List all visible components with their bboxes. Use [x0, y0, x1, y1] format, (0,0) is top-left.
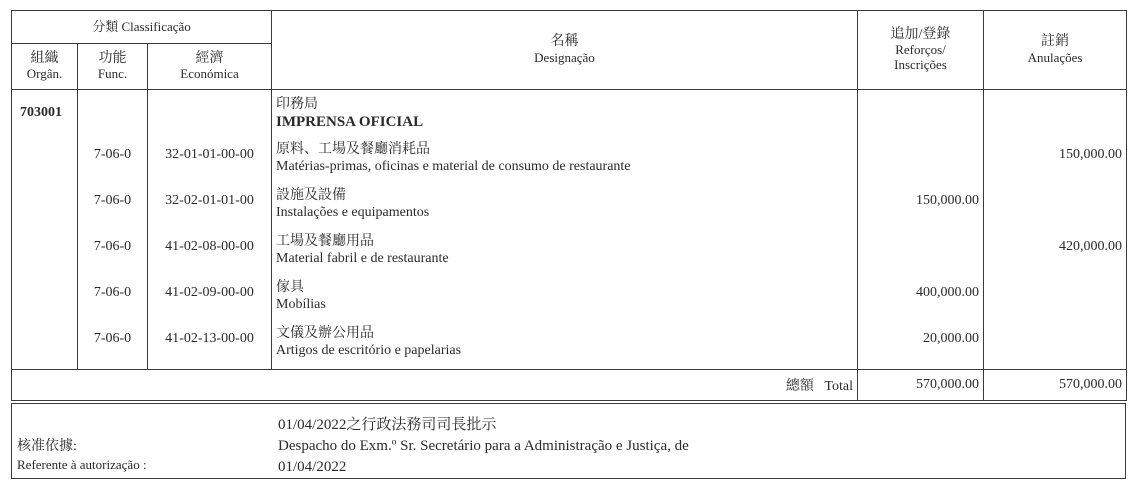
row-econ: 32-01-01-00-00 — [165, 147, 254, 162]
row-func: 7-06-0 — [93, 331, 132, 346]
total-reforcos: 570,000.00 — [858, 370, 984, 401]
organ-header-pt: Orgân. — [26, 66, 63, 82]
budget-table — [11, 10, 1127, 401]
row-designation-pt: Artigos de escritório e papelarias — [276, 343, 462, 358]
row-designation-pt: Mobílias — [276, 297, 326, 312]
authorization-label-pt: Referente à autorização : — [17, 457, 147, 472]
authorization-text-pt: Despacho do Exm.º Sr. Secretário para a Administração e Justiça, de — [278, 438, 689, 454]
anulacoes-header — [984, 11, 1127, 90]
classificacao-header: 分類 Classificação — [12, 11, 272, 44]
row-anulacoes: 150,000.00 — [1059, 147, 1122, 162]
total-anulacoes: 570,000.00 — [984, 370, 1127, 401]
budget-table-frame — [11, 10, 1126, 480]
reforcos-header-pt2: Inscrições — [894, 57, 947, 73]
total-label-zh: 總額 — [785, 379, 814, 394]
row-reforcos — [858, 239, 983, 285]
row-designation-zh: 文儀及辦公用品 — [276, 326, 374, 341]
total-label — [12, 370, 858, 401]
row-econ: 41-02-13-00-00 — [165, 331, 254, 346]
row-func: 7-06-0 — [93, 239, 132, 254]
row-econ: 41-02-08-00-00 — [165, 239, 254, 254]
row-anulacoes — [984, 285, 1126, 331]
row-anulacoes: 420,000.00 — [1059, 239, 1122, 254]
row-econ: 32-02-01-01-00 — [165, 193, 254, 208]
row-designation — [276, 141, 857, 187]
row-reforcos: 20,000.00 — [923, 331, 979, 346]
org-code: 703001 — [20, 105, 62, 120]
row-reforcos — [858, 147, 983, 193]
authorization-text — [278, 415, 689, 478]
org-designation — [276, 90, 857, 141]
row-designation-zh: 設施及設備 — [276, 188, 346, 203]
designacao-header-pt: Designação — [534, 49, 595, 65]
anulacoes-header-zh: 註銷 — [1041, 34, 1069, 50]
designacao-column — [272, 90, 858, 370]
row-anulacoes — [984, 331, 1126, 361]
designacao-header-zh: 名稱 — [550, 34, 579, 50]
row-designation-zh: 工場及餐廳用品 — [276, 234, 374, 249]
authorization-box — [11, 403, 1126, 479]
total-label-pt: Total — [824, 379, 853, 394]
designacao-header — [272, 11, 858, 90]
reforcos-header-zh: 追加/登錄 — [890, 27, 951, 43]
row-designation — [276, 279, 857, 325]
econ-header — [148, 44, 272, 90]
row-func: 7-06-0 — [93, 193, 132, 208]
row-designation — [276, 233, 857, 279]
org-name-zh: 印務局 — [276, 97, 318, 112]
row-anulacoes — [984, 193, 1126, 239]
row-designation-pt: Instalações e equipamentos — [276, 205, 430, 220]
econ-column — [148, 90, 272, 370]
reforcos-header — [858, 11, 984, 90]
organ-header-zh: 組織 — [30, 50, 59, 66]
row-designation-zh: 傢具 — [276, 280, 304, 295]
econ-header-pt: Económica — [180, 66, 239, 82]
row-reforcos: 150,000.00 — [916, 193, 979, 208]
authorization-label-zh: 核准依據: — [17, 439, 77, 454]
anulacoes-header-pt: Anulações — [1027, 49, 1083, 65]
row-designation — [276, 187, 857, 233]
row-designation — [276, 325, 857, 365]
econ-header-zh: 經濟 — [195, 50, 224, 66]
row-reforcos: 400,000.00 — [916, 285, 979, 300]
func-header-pt: Func. — [97, 66, 128, 82]
func-header-zh: 功能 — [98, 50, 127, 66]
reforcos-header-pt1: Reforços/ — [895, 42, 946, 58]
row-designation-zh: 原料、工場及餐廳消耗品 — [276, 142, 430, 157]
row-econ: 41-02-09-00-00 — [165, 285, 254, 300]
func-column — [78, 90, 148, 370]
organ-header — [12, 44, 78, 90]
row-designation-pt: Matérias-primas, oficinas e material de consumo de restaurante — [276, 159, 631, 174]
func-header — [78, 44, 148, 90]
row-func: 7-06-0 — [93, 285, 132, 300]
authorization-text-zh: 01/04/2022之行政法務司司長批示 — [278, 417, 497, 433]
reforcos-column — [858, 90, 984, 370]
authorization-label — [17, 438, 147, 474]
row-func: 7-06-0 — [93, 147, 132, 162]
anulacoes-column — [984, 90, 1127, 370]
organ-column — [12, 90, 78, 370]
org-name-pt: IMPRENSA OFICIAL — [276, 114, 424, 130]
authorization-text-date: 01/04/2022 — [278, 459, 347, 475]
row-designation-pt: Material fabril e de restaurante — [276, 251, 449, 266]
